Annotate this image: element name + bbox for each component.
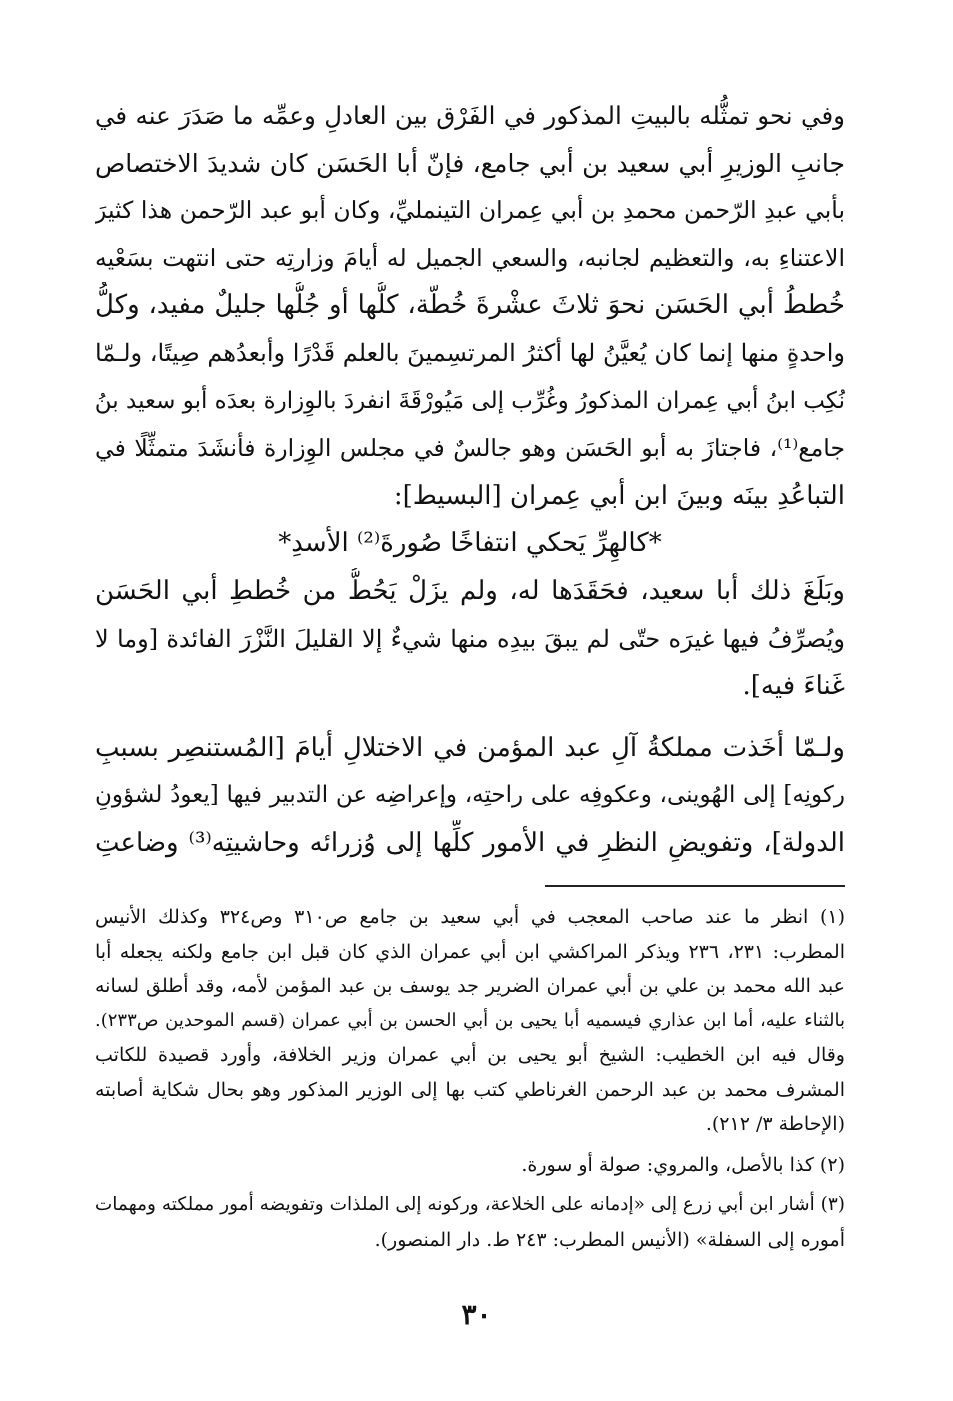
- footnote-line: (٣) أشار ابن أبي زرع إلى «إدمانه على الخلاعة، وركونه إلى الملذات وتفويضه أمور مملكته ومهمات: [95, 1194, 845, 1215]
- footnote-1: [95, 900, 845, 1142]
- footnote-2: [95, 1148, 845, 1183]
- text-line: بأبي عبدِ الرّحمن محمدِ بن أبي عِمران التينمليِّ، وكان أبو عبد الرّحمن هذا كثيرَ: [95, 196, 845, 225]
- paragraph-3: [95, 725, 845, 868]
- main-text: [95, 92, 845, 868]
- text-line: الدولة]، وتفويضِ النظرِ في الأمور كلِّها إلى وُزرائه وحاشيتِه⁽³⁾ وضاعتِ: [95, 827, 845, 858]
- text-line: خُططُ أبي الحَسَن نحوَ ثلاثَ عشْرةَ خُطّة، كلُّها أو جُلُّها جليلٌ مفيد، وكلُّ: [95, 290, 845, 321]
- footnote-line: عبد الله محمد بن علي بن أبي عمران الضرير جد يوسف بن عبد المؤمن لأمه، وقد أطلق لسانه: [95, 975, 845, 997]
- text-line: وبَلَغَ ذلك أبا سعيد، فحَقَدَها له، ولم يزَلْ يَحُطُّ من خُططِ أبي الحَسَن: [95, 575, 845, 606]
- footnote-line: بالثناء عليه، أما ابن عذاري فيسميه أبا يحيى بن أبي الحسن بن أبي عمران (قسم الموحدين ص٢٣٣).: [95, 1009, 845, 1031]
- page-number: ٣٠: [461, 1298, 492, 1331]
- footnote-line: (٢) كذا بالأصل، والمروي: صولة أو سورة.: [521, 1153, 845, 1176]
- text-line: الاعتناءِ به، والتعظيم لجانبه، والسعي الجميل له أيامَ وزارتِه حتى انتهت بسَعْيه: [95, 243, 845, 272]
- text-line: واحدةٍ منها إنما كان يُعيَّنُ لها أكثرُ المرتسِمينَ بالعلم قَدْرًا وأبعدُهم صِيتًا، ولـمّا: [95, 338, 845, 367]
- footnote-3: [95, 1188, 845, 1257]
- footnote-line: المطرب: ٢٣١، ٢٣٦ ويذكر المراكشي ابن أبي عمران الذي كان قبل ابن جامع ولكنه يجعله أبا: [95, 940, 845, 963]
- text-line: التباعُدِ بينَه وبينَ ابن أبي عِمران [البسيط]:: [393, 480, 845, 511]
- footnote-line: (الإحاطة ٣/ ٢١٢).: [705, 1113, 845, 1135]
- text-line: جانبِ الوزيرِ أبي سعيد بن أبي جامع، فإنّ أبا الحَسَن كان شديدَ الاختصاص: [95, 148, 845, 178]
- paragraph-1: [95, 92, 845, 520]
- footnotes: [95, 900, 845, 1257]
- footnote-line: وقال فيه ابن الخطيب: الشيخ أبو يحيى بن أبي عمران وزير الخلافة، وأورد قصيدة للكاتب: [95, 1044, 845, 1066]
- text-line: ولـمّا أخَذت مملكةُ آلِ عبد المؤمن في الاختلالِ أيامَ [المُستنصِر بسببِ: [95, 732, 845, 763]
- footnote-line: (١) انظر ما عند صاحب المعجب في أبي سعيد بن جامع ص٣١٠ وص٣٢٤ وكذلك الأنيس: [95, 906, 845, 928]
- text-line: نُكِب ابنُ أبي عِمران المذكورُ وغُرِّب إلى مَيُورْقَةَ انفردَ بالوِزارة بعدَه أبو سعيد بنُ: [95, 387, 845, 414]
- verse-line: *كالهِرِّ يَحكي انتفاخًا صُورةَ⁽²⁾ الأسدِ*: [278, 528, 662, 559]
- paragraph-2: [95, 568, 845, 711]
- footnote-line: المشرف محمد بن عبد الرحمن الغرناطي كتب بها إلى الوزير المذكور وهو بحال شكاية أصابته: [95, 1078, 845, 1101]
- text-line: وفي نحو تمثُّله بالبيتِ المذكور في الفَرْق بين العادلِ وعمِّه ما صَدَرَ عنه في: [95, 101, 845, 130]
- text-line: جامع⁽¹⁾، فاجتازَ به أبو الحَسَن وهو جالسٌ في مجلس الوِزارة فأنشَدَ متمثِّلًا في: [95, 434, 845, 463]
- text-line: غَناءَ فيه].: [742, 671, 845, 702]
- footnote-separator: [545, 885, 845, 887]
- text-line: ركونِه] إلى الهُوينى، وعكوفِه على راحتِه، وإعراضِه عن التدبير فيها [يعودُ لشؤونِ: [95, 782, 845, 809]
- footnote-line: أموره إلى السفلة» (الأنيس المطرب: ٢٤٣ ط. دار المنصور).: [374, 1228, 845, 1251]
- text-line: ويُصرِّفُ فيها غيرَه حتّى لم يبقَ بيدِه منها شيءٌ إلا القليلَ النَّزْرَ الفائدة [وما لا: [95, 624, 845, 653]
